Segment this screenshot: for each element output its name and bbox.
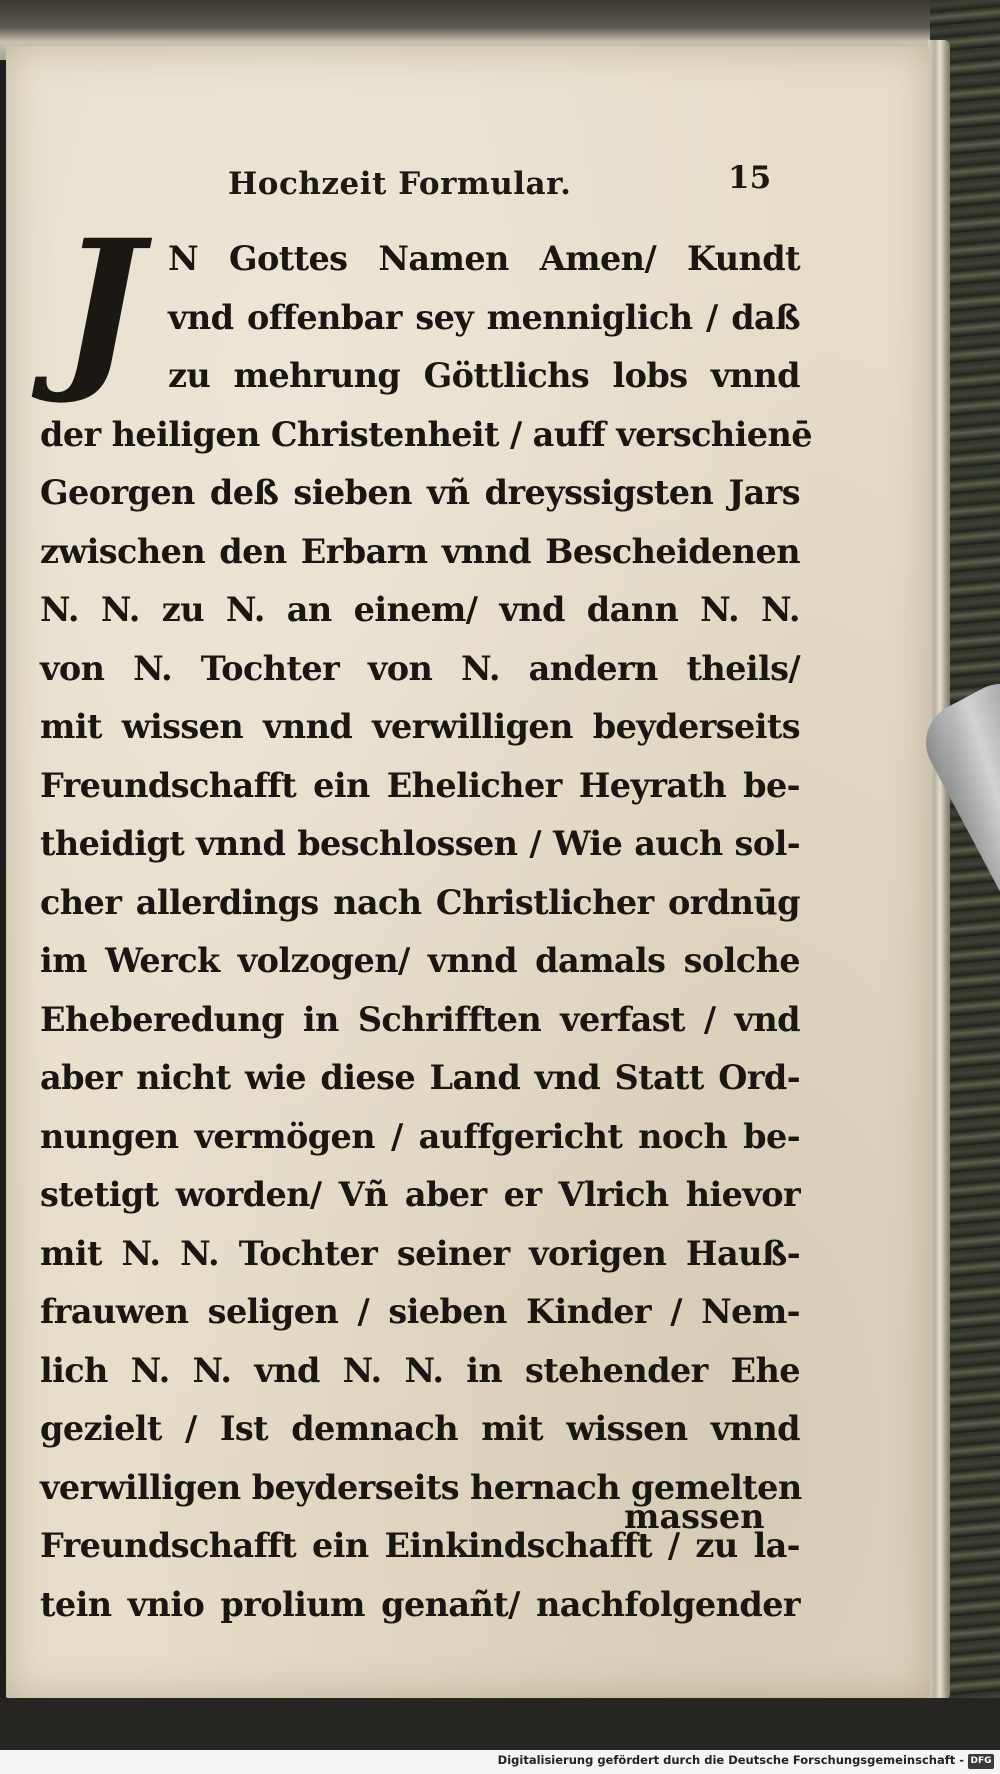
text-line: Eheberedung in Schrifften verfast / vnd bbox=[40, 999, 800, 1039]
scan-bottom-band bbox=[0, 1698, 1000, 1750]
text-line: mit N. N. Tochter seiner vorigen Hauß- bbox=[40, 1233, 800, 1273]
text-line: im Werck volzogen/ vnnd damals solche bbox=[40, 941, 800, 980]
catchword: massen bbox=[624, 1497, 765, 1536]
text-line: stetigt worden/ Vñ aber er Vlrich hievor bbox=[40, 1175, 800, 1214]
text-line: verwilligen beyderseits hernach gemelten bbox=[40, 1467, 802, 1507]
text-line: tein vnio prolium genañt/ nachfolgender bbox=[40, 1584, 800, 1624]
footer-bar bbox=[0, 1750, 1000, 1774]
body-text bbox=[40, 201, 812, 1634]
text-line: frauwen seligen / sieben Kinder / Nem- bbox=[40, 1292, 800, 1331]
text-line: der heiligen Christenheit / auff verschienē bbox=[40, 414, 812, 454]
text-line: Georgen deß sieben vñ dreyssigsten Jars bbox=[40, 473, 800, 512]
page-number: 15 bbox=[728, 160, 772, 196]
text-line: Freundschafft ein Einkindschafft / zu la- bbox=[40, 1526, 800, 1565]
digitization-credit: Digitalisierung gefördert durch die Deutsche Forschungsgemeinschaft - bbox=[497, 1753, 964, 1767]
text-line: theidigt vnnd beschlossen / Wie auch sol- bbox=[40, 824, 800, 863]
dfg-logo: DFG bbox=[968, 1754, 994, 1769]
text-line: cher allerdings nach Christlicher ordnūg bbox=[40, 882, 800, 922]
book-page bbox=[6, 46, 930, 1698]
text-line: gezielt / Ist demnach mit wissen vnnd bbox=[40, 1409, 800, 1448]
text-line: Freundschafft ein Ehelicher Heyrath be- bbox=[40, 765, 800, 805]
text-line: mit wissen vnnd verwilligen beyderseits bbox=[40, 707, 800, 746]
running-title: Hochzeit Formular. bbox=[228, 166, 572, 202]
decorated-initial: J bbox=[59, 201, 143, 408]
text-line: N. N. zu N. an einem/ vnd dann N. N. bbox=[40, 590, 800, 629]
text-line: zwischen den Erbarn vnnd Bescheidenen bbox=[40, 531, 800, 571]
text-line: vnd offenbar sey menniglich / daß bbox=[168, 297, 800, 337]
text-line: lich N. N. vnd N. N. in stehender Ehe bbox=[40, 1350, 800, 1390]
text-line: N Gottes Namen Amen/ Kundt bbox=[168, 239, 800, 278]
text-line: zu mehrung Göttlichs lobs vnnd bbox=[168, 356, 800, 395]
text-line: von N. Tochter von N. andern theils/ bbox=[40, 648, 800, 688]
text-line: nungen vermögen / auffgericht noch be- bbox=[40, 1116, 800, 1156]
text-line: aber nicht wie diese Land vnd Statt Ord- bbox=[40, 1058, 800, 1097]
page-edges bbox=[928, 40, 950, 1700]
page-header bbox=[6, 160, 930, 216]
